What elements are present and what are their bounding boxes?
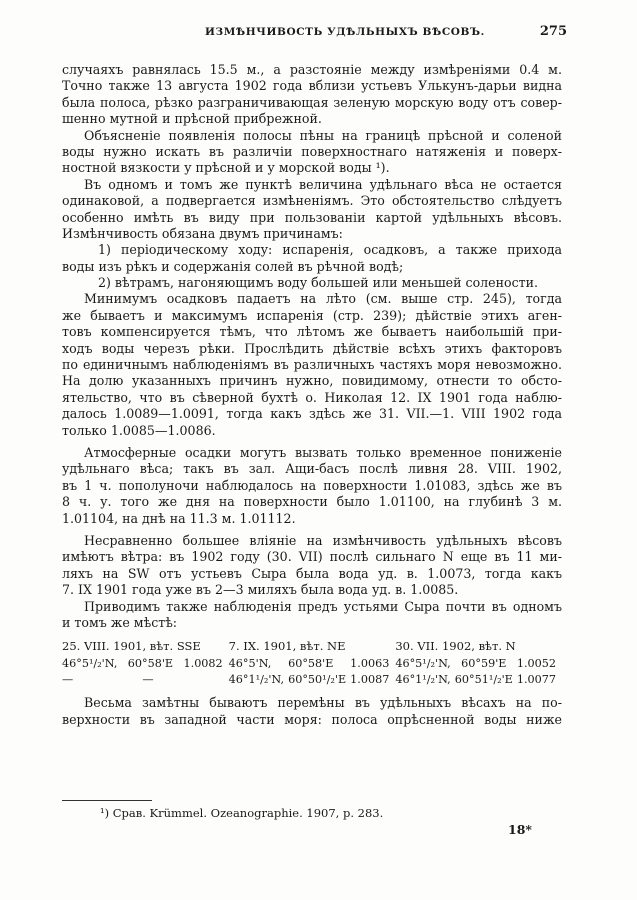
text-line: На долю указанныхъ причинъ нужно, повидимому, отнести то обсто-: [62, 373, 562, 389]
text-line: далось 1.0089—1.0091, тогда какъ здѣсь же 31. VII.—1. VIII 1902 года: [62, 406, 562, 422]
printer-signature-mark: 18*: [508, 822, 532, 837]
specific-gravity: 1.0087: [350, 673, 390, 687]
observation-row: [62, 673, 562, 689]
text-line: воды изъ рѣкъ и содержанія солей въ рѣчной водѣ;: [62, 258, 404, 274]
paragraph: [62, 177, 562, 243]
longitude: —: [142, 673, 154, 687]
text-line: ностной вязкости у прѣсной и у морской воды ¹).: [62, 160, 390, 176]
text-line: товъ компенсируется тѣмъ, что лѣтомъ же бываетъ наибольшій при-: [62, 324, 562, 340]
text-line: 1.01104, на днѣ на 11.3 м. 1.01112.: [62, 510, 296, 526]
text-line: 7. IX 1901 года уже въ 2—3 миляхъ была вода уд. в. 1.0085.: [62, 582, 459, 598]
paragraph: [62, 695, 562, 728]
text-line: ятельство, что въ сѣверной бухтѣ о. Николая 12. IX 1901 года наблю-: [62, 389, 562, 405]
text-line: Точно также 13 августа 1902 года вблизи устьевъ Улькунъ-дарьи видна: [62, 78, 562, 94]
text-line: же бываетъ и максимумъ испаренія (стр. 239); дѣйствіе этихъ аген-: [62, 307, 562, 323]
text-line: Измѣнчивость обязана двумъ причинамъ:: [62, 225, 343, 241]
text-line: ходъ воды черезъ рѣки. Прослѣдить дѣйствіе всѣхъ этихъ факторовъ: [62, 340, 562, 356]
observations-header-row: [62, 639, 562, 657]
text-line: удѣльнаго вѣса; такъ въ зал. Ащи-басъ послѣ ливня 28. VIII. 1902,: [62, 461, 562, 477]
latitude: 46°5¹/₂'N,: [62, 657, 118, 671]
text-line: имѣютъ вѣтра: въ 1902 году (30. VII) послѣ сильнаго N еще въ 11 ми-: [62, 549, 562, 565]
text-line: только 1.0085—1.0086.: [62, 422, 216, 438]
paragraph: [62, 291, 562, 439]
specific-gravity: 1.0063: [350, 657, 390, 671]
latitude: 46°1¹/₂'N,: [395, 673, 451, 687]
paragraph: [62, 275, 562, 291]
text-line: и томъ же мѣстѣ:: [62, 614, 178, 630]
text-line: Въ одномъ и томъ же пунктѣ величина удѣльнаго вѣса не остается: [84, 176, 562, 192]
text-line: была полоса, рѣзко разграничивающая зеленую морскую воду отъ совер-: [62, 94, 562, 110]
longitude: 60°58'E: [288, 657, 334, 671]
page-number: 275: [539, 24, 567, 39]
observation-cell: [62, 657, 229, 673]
paragraph: [62, 128, 562, 177]
latitude: 46°5¹/₂'N,: [395, 657, 451, 671]
observation-cell: [229, 657, 396, 673]
observation-row: [62, 657, 562, 673]
text-line: Несравненно большее вліяніе на измѣнчивость удѣльныхъ вѣсовъ: [84, 532, 562, 548]
text-line: шенно мутной и прѣсной прибрежной.: [62, 111, 322, 127]
specific-gravity: 1.0082: [183, 657, 223, 671]
text-line: 8 ч. у. того же дня на поверхности было 1.01100, на глубинѣ 3 м.: [62, 494, 562, 510]
text-line: ляхъ на SW отъ устьевъ Сыра была вода уд. в. 1.0073, тогда какъ: [62, 565, 562, 581]
paragraph: [62, 599, 562, 632]
longitude: 60°59'E: [461, 657, 507, 671]
text-line: особенно имѣть въ виду при пользованіи картой удѣльныхъ вѣсовъ.: [62, 209, 562, 225]
longitude: 60°51¹/₂'E: [454, 673, 513, 687]
specific-gravity: 1.0052: [516, 657, 557, 671]
longitude: 60°58'E: [127, 657, 174, 671]
text-line: случаяхъ равнялась 15.5 м., а разстояніе между измѣреніями 0.4 м.: [62, 62, 562, 77]
observations-table: [62, 639, 562, 689]
text-line: Атмосферные осадки могутъ вызвать только временное пониженіе: [84, 444, 562, 460]
paragraph: [62, 242, 562, 275]
text-line: верхности въ западной части моря: полоса опрѣсненной воды ниже: [62, 711, 562, 727]
observation-date-header: 25. VIII. 1901, вѣт. SSE: [62, 639, 201, 654]
text-line: въ 1 ч. пополуночи наблюдалось на поверхности 1.01083, здѣсь же въ: [62, 477, 562, 493]
observation-cell: [62, 673, 229, 689]
text-line: Весьма замѣтны бываютъ перемѣны въ удѣльныхъ вѣсахъ на по-: [84, 695, 562, 711]
observation-cell: [395, 673, 562, 689]
paragraph: [62, 445, 562, 527]
text-line: по единичнымъ наблюденіямъ въ различныхъ частяхъ моря невозможно.: [62, 357, 562, 373]
latitude: 46°5'N,: [228, 657, 272, 671]
longitude: 60°50¹/₂'E: [288, 673, 347, 687]
text-line: Объясненіе появленія полосы пѣны на границѣ прѣсной и соленой: [84, 127, 562, 143]
text-line: Приводимъ также наблюденія предъ устьями Сыра почти въ одномъ: [84, 598, 562, 614]
paragraph: [62, 533, 562, 599]
specific-gravity: 1.0077: [516, 673, 556, 687]
text-line: одинаковой, а подвергается измѣненіямъ. Это обстоятельство слѣдуетъ: [62, 193, 562, 209]
text-line: 2) вѣтрамъ, нагоняющимъ воду большей или меньшей солености.: [98, 275, 539, 291]
observation-date-header: 7. IX. 1901, вѣт. NE: [228, 639, 346, 654]
paragraph: [62, 62, 562, 128]
observation-cell: [229, 673, 396, 689]
text-line: 1) періодическому ходу: испаренія, осадковъ, а также прихода: [98, 242, 562, 258]
text-line: Минимумъ осадковъ падаетъ на лѣто (см. выше стр. 245), тогда: [84, 291, 562, 307]
footnote: ¹) Срав. Krümmel. Ozeanographie. 1907, p. 283.: [100, 806, 384, 820]
text-line: воды нужно искать въ различіи поверхностнаго натяженія и поверх-: [62, 143, 562, 159]
latitude: —: [62, 673, 74, 687]
latitude: 46°1¹/₂'N,: [228, 673, 285, 687]
footnote-divider: [62, 800, 152, 801]
page-body: [62, 62, 562, 728]
page-header: [60, 24, 567, 44]
observation-date-header: 30. VII. 1902, вѣт. N: [395, 639, 516, 654]
observation-cell: [395, 657, 562, 673]
running-title: ИЗМѢНЧИВОСТЬ УДѢЛЬНЫХЪ ВѢСОВЪ.: [205, 26, 485, 38]
